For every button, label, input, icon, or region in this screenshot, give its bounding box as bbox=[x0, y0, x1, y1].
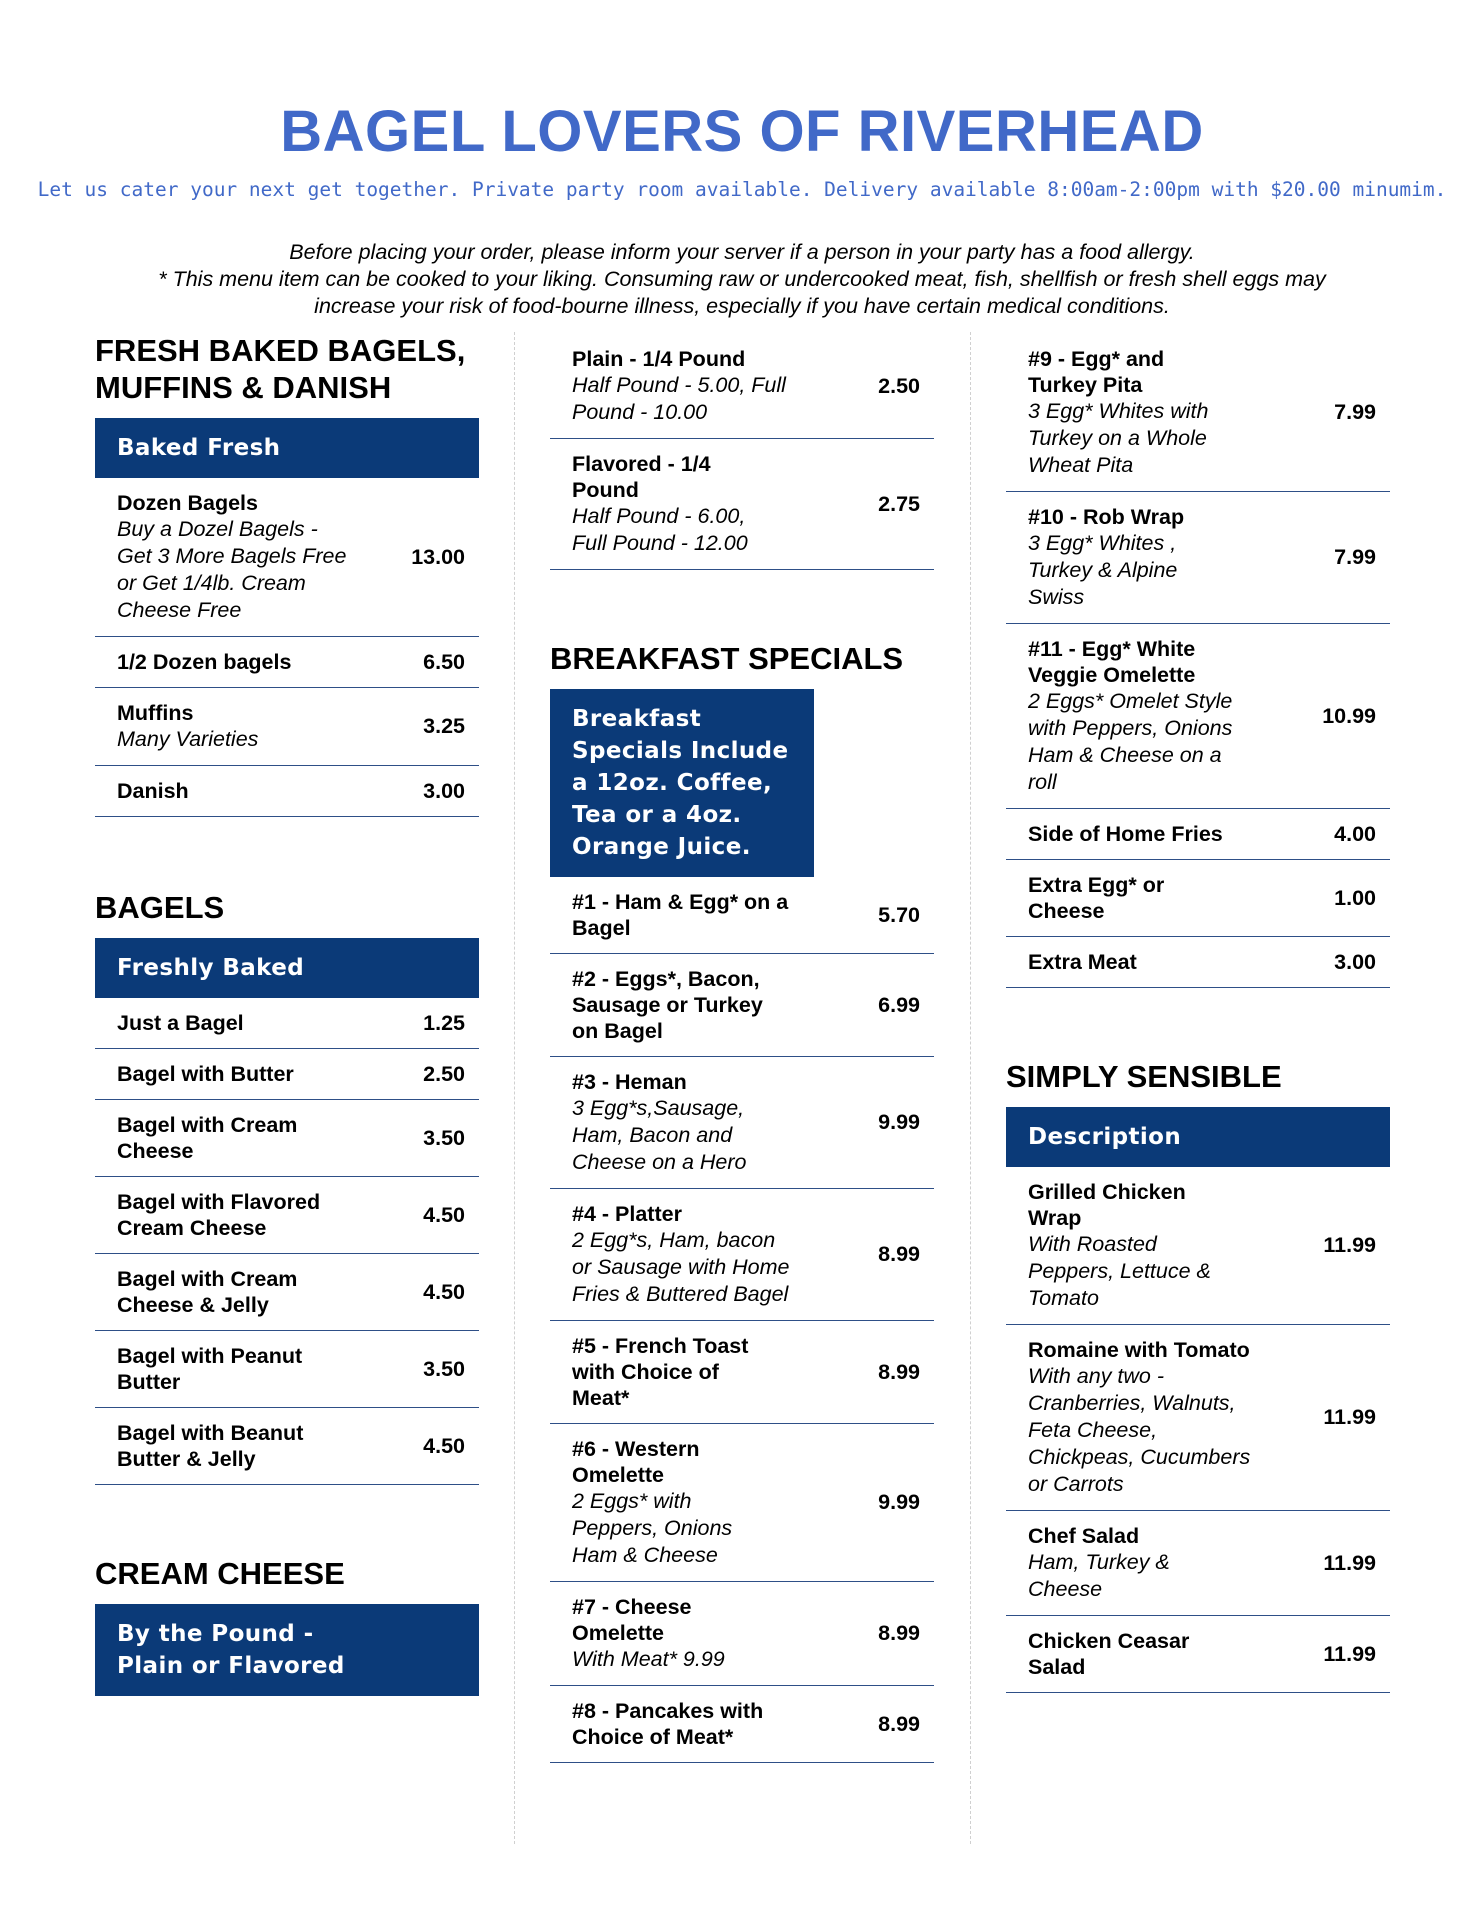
section-title-line: FRESH BAKED BAGELS, bbox=[95, 333, 466, 368]
menu-item-name: Plain - 1/4 Pound bbox=[572, 347, 746, 371]
section-band: Breakfast Specials Include a 12oz. Coffee, Tea or a 4oz. Orange Juice. bbox=[550, 689, 814, 877]
page-title: BAGEL LOVERS OF RIVERHEAD bbox=[280, 99, 1204, 164]
menu-column-3 bbox=[1006, 332, 1390, 1693]
menu-item-name: Romaine with Tomato bbox=[1028, 1338, 1250, 1362]
menu-item-desc: 2 Egg*s, Ham, bacon or Sausage with Home Fries & Buttered Bagel bbox=[572, 1228, 790, 1306]
section-band: Freshly Baked bbox=[95, 938, 479, 998]
menu-item-text bbox=[117, 490, 347, 624]
menu-item-price: 2.50 bbox=[878, 373, 920, 398]
menu-item-name: Muffins bbox=[117, 701, 194, 725]
menu-item-name: #6 - Western Omelette bbox=[572, 1437, 700, 1487]
notice-line: Before placing your order, please inform your server if a person in your party has a food allergy. bbox=[289, 240, 1195, 264]
menu-item-desc: 3 Egg* Whites , Turkey & Alpine Swiss bbox=[1028, 531, 1178, 609]
menu-item bbox=[95, 1254, 479, 1331]
menu-item-price: 4.00 bbox=[1334, 821, 1376, 846]
menu-item-name: #11 - Egg* White Veggie Omelette bbox=[1028, 637, 1196, 687]
column-divider bbox=[970, 332, 971, 1844]
menu-item-price: 2.75 bbox=[878, 491, 920, 516]
menu-item-name: Bagel with Flavored Cream Cheese bbox=[117, 1190, 321, 1240]
menu-item-price: 1.25 bbox=[423, 1010, 465, 1035]
menu-item-name: #5 - French Toast with Choice of Meat* bbox=[572, 1334, 749, 1410]
menu-item bbox=[95, 1049, 479, 1100]
menu-item bbox=[1006, 1167, 1390, 1325]
menu-item-price: 4.50 bbox=[423, 1279, 465, 1304]
menu-item-name: #7 - Cheese Omelette bbox=[572, 1595, 692, 1645]
menu-item-desc: Half Pound - 5.00, Full Pound - 10.00 bbox=[572, 373, 786, 424]
section-title-breakfast: BREAKFAST SPECIALS bbox=[550, 641, 904, 676]
menu-item bbox=[95, 478, 479, 637]
menu-item-name: Bagel with Beanut Butter & Jelly bbox=[117, 1421, 304, 1471]
menu-item bbox=[95, 688, 479, 766]
section-title-line: MUFFINS & DANISH bbox=[95, 370, 392, 405]
menu-item-text bbox=[117, 778, 347, 804]
allergy-notice bbox=[100, 239, 1384, 320]
menu-item-name: Extra Meat bbox=[1028, 950, 1137, 974]
menu-item-text bbox=[117, 700, 347, 753]
menu-item-name: Bagel with Butter bbox=[117, 1062, 294, 1086]
notice-line: * This menu item can be cooked to your liking. Consuming raw or undercooked meat, fish, shellfish or fresh shell eggs may bbox=[158, 267, 1326, 291]
menu-item-price: 11.99 bbox=[1323, 1641, 1376, 1666]
menu-item bbox=[1006, 860, 1390, 937]
menu-item-price: 9.99 bbox=[878, 1490, 920, 1514]
menu-item-price: 11.99 bbox=[1323, 1233, 1376, 1257]
menu-item-price: 6.99 bbox=[878, 992, 920, 1017]
menu-item-name: Danish bbox=[117, 779, 189, 803]
menu-item bbox=[95, 766, 479, 817]
menu-item bbox=[1006, 937, 1390, 988]
menu-item-price: 3.50 bbox=[423, 1356, 465, 1381]
menu-item-desc: Half Pound - 6.00, Full Pound - 12.00 bbox=[572, 504, 748, 555]
menu-item bbox=[550, 332, 934, 439]
menu-item bbox=[1006, 809, 1390, 860]
menu-item-price: 7.99 bbox=[1334, 400, 1376, 424]
menu-item bbox=[1006, 1511, 1390, 1616]
menu-item-desc: Buy a Dozel Bagels - Get 3 More Bagels Free or Get 1/4lb. Cream Cheese Free bbox=[117, 517, 347, 622]
notice-line: increase your risk of food-bourne illness, especially if you have certain medical conditions. bbox=[314, 294, 1170, 318]
menu-item-name: Side of Home Fries bbox=[1028, 822, 1223, 846]
menu-item-name: Bagel with Cream Cheese bbox=[117, 1113, 298, 1163]
menu-item-price: 1.00 bbox=[1334, 885, 1376, 910]
menu-item bbox=[95, 1177, 479, 1254]
menu-item-name: #3 - Heman bbox=[572, 1070, 687, 1094]
menu-item-desc: 3 Egg*s,Sausage, Ham, Bacon and Cheese on a Hero bbox=[572, 1096, 747, 1174]
section-title-fresh-baked bbox=[95, 332, 479, 406]
menu-item-price: 5.70 bbox=[878, 902, 920, 927]
menu-item-price: 8.99 bbox=[878, 1359, 920, 1384]
menu-column-1 bbox=[95, 332, 479, 1696]
menu-item bbox=[1006, 1616, 1390, 1693]
menu-item-price: 3.00 bbox=[1334, 949, 1376, 974]
menu-item-name: Chicken Ceasar Salad bbox=[1028, 1629, 1190, 1679]
menu-item-name: #10 - Rob Wrap bbox=[1028, 505, 1185, 529]
menu-item-price: 13.00 bbox=[411, 544, 465, 569]
menu-item-name: #4 - Platter bbox=[572, 1202, 682, 1226]
section-title-bagels: BAGELS bbox=[95, 890, 225, 925]
menu-item bbox=[550, 439, 934, 570]
section-band: Baked Fresh bbox=[95, 418, 479, 478]
band-line: By the Pound - bbox=[117, 1621, 314, 1647]
menu-item-name: 1/2 Dozen bagels bbox=[117, 650, 292, 674]
menu-item-price: 3.50 bbox=[423, 1125, 465, 1150]
menu-item-price: 7.99 bbox=[1334, 545, 1376, 569]
menu-item-name: Grilled Chicken Wrap bbox=[1028, 1180, 1186, 1230]
section-title-simply-sensible: SIMPLY SENSIBLE bbox=[1006, 1059, 1282, 1094]
menu-item bbox=[550, 877, 934, 954]
column-divider bbox=[514, 332, 515, 1844]
menu-item-name: Flavored - 1/4 Pound bbox=[572, 452, 711, 502]
menu-item bbox=[95, 1408, 479, 1485]
menu-item-name: Just a Bagel bbox=[117, 1011, 244, 1035]
menu-item-price: 4.50 bbox=[423, 1202, 465, 1227]
menu-item-desc: Many Varieties bbox=[117, 727, 259, 751]
menu-item-price: 8.99 bbox=[878, 1242, 920, 1266]
catering-tagline: Let us cater your next get together. Private party room available. Delivery available 8:00am-2:00pm with $20.00 minumim. bbox=[37, 178, 1447, 201]
menu-item-name: Dozen Bagels bbox=[117, 491, 258, 515]
band-line: Plain or Flavored bbox=[117, 1653, 345, 1679]
menu-item bbox=[1006, 332, 1390, 492]
menu-item bbox=[95, 1100, 479, 1177]
menu-item-price: 8.99 bbox=[878, 1621, 920, 1645]
menu-item-name: Bagel with Cream Cheese & Jelly bbox=[117, 1267, 298, 1317]
menu-item bbox=[550, 1424, 934, 1582]
menu-item-price: 11.99 bbox=[1323, 1550, 1376, 1575]
menu-item bbox=[550, 1582, 934, 1686]
menu-item-text bbox=[117, 649, 347, 675]
menu-column-2 bbox=[550, 332, 934, 1763]
menu-item bbox=[1006, 492, 1390, 624]
menu-item-price: 3.00 bbox=[423, 778, 465, 803]
menu-item-desc: 3 Egg* Whites with Turkey on a Whole Wheat Pita bbox=[1028, 399, 1209, 477]
menu-item-price: 3.25 bbox=[423, 714, 465, 738]
menu-item-price: 4.50 bbox=[423, 1433, 465, 1458]
menu-item bbox=[550, 954, 934, 1057]
menu-item bbox=[550, 1686, 934, 1763]
menu-item-desc: With Roasted Peppers, Lettuce & Tomato bbox=[1028, 1232, 1211, 1310]
menu-item-price: 10.99 bbox=[1322, 703, 1376, 728]
menu-item-price: 2.50 bbox=[423, 1061, 465, 1086]
menu-item-name: #9 - Egg* and Turkey Pita bbox=[1028, 347, 1165, 397]
menu-item-name: #1 - Ham & Egg* on a Bagel bbox=[572, 890, 789, 940]
menu-item-desc: Ham, Turkey & Cheese bbox=[1028, 1550, 1170, 1601]
menu-item-desc: 2 Eggs* Omelet Style with Peppers, Onions Ham & Cheese on a roll bbox=[1028, 689, 1233, 794]
menu-item-desc: 2 Eggs* with Peppers, Onions Ham & Cheese bbox=[572, 1489, 733, 1567]
menu-item bbox=[1006, 1325, 1390, 1511]
menu-item-name: #8 - Pancakes with Choice of Meat* bbox=[572, 1699, 764, 1749]
menu-item-price: 8.99 bbox=[878, 1711, 920, 1736]
menu-item bbox=[550, 1057, 934, 1189]
section-title-cream-cheese: CREAM CHEESE bbox=[95, 1556, 345, 1591]
menu-item-price: 6.50 bbox=[423, 649, 465, 674]
menu-item bbox=[95, 998, 479, 1049]
menu-item-price: 9.99 bbox=[878, 1110, 920, 1134]
menu-item-desc: With Meat* 9.99 bbox=[572, 1647, 725, 1671]
menu-item-name: #2 - Eggs*, Bacon, Sausage or Turkey on Bagel bbox=[572, 967, 763, 1043]
menu-item bbox=[1006, 624, 1390, 809]
menu-item-price: 11.99 bbox=[1323, 1405, 1376, 1429]
section-band bbox=[95, 1604, 479, 1696]
menu-item bbox=[95, 637, 479, 688]
menu-item-name: Extra Egg* or Cheese bbox=[1028, 873, 1165, 923]
section-band: Description bbox=[1006, 1107, 1390, 1167]
menu-item-desc: With any two - Cranberries, Walnuts, Feta Cheese, Chickpeas, Cucumbers or Carrots bbox=[1028, 1364, 1251, 1496]
menu-item-name: Chef Salad bbox=[1028, 1524, 1140, 1548]
menu-item bbox=[550, 1321, 934, 1424]
menu-item bbox=[550, 1189, 934, 1321]
menu-item-name: Bagel with Peanut Butter bbox=[117, 1344, 303, 1394]
menu-item bbox=[95, 1331, 479, 1408]
